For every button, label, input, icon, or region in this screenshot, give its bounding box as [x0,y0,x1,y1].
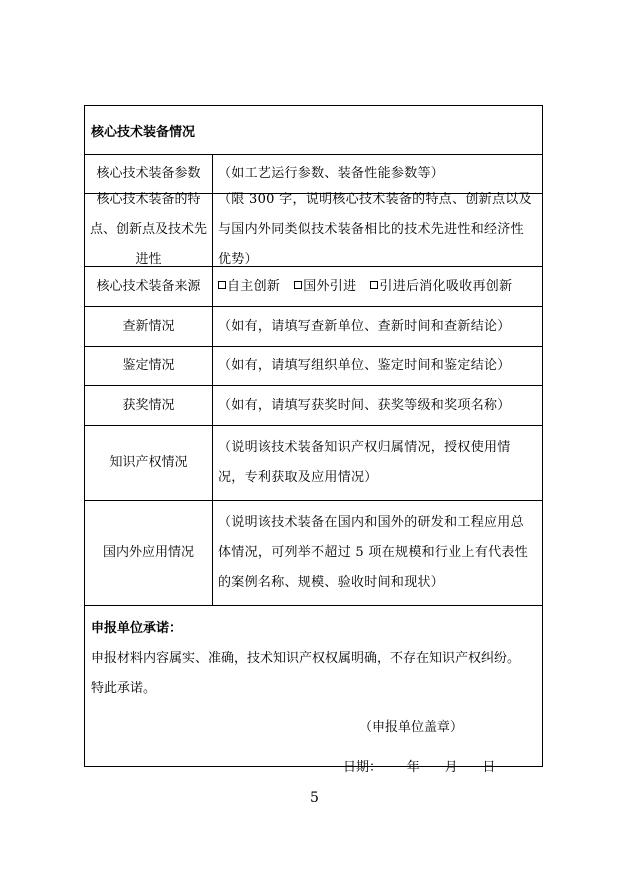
checkbox-icon[interactable] [294,281,302,289]
section-title: 核心技术装备情况 [91,124,196,140]
row-value: （说明该技术装备在国内和国外的研发和工程应用总体情况，可列举不超过 5 项在规模和行业上有代表性的案例名称、规模、验收时间和现状） [218,515,529,590]
row-label: 核心技术装备来源 [85,267,213,306]
option-independent[interactable]: 自主创新 [218,272,280,302]
row-value: （如有，请填写获奖时间、获奖等级和奖项名称） [218,397,511,413]
row-label: 鉴定情况 [85,347,213,385]
row-value: （如有，请填写查新单位、查新时间和查新结论） [218,318,511,334]
table-row [85,500,542,605]
table-row [85,346,542,385]
seal-label: （申报单位盖章） [359,720,464,735]
row-label: 核心技术装备的特点、创新点及技术先进性 [85,194,213,266]
table-row [85,266,542,306]
commitment-statement: 申报材料内容属实、准确，技术知识产权权属明确，不存在知识产权纠纷。 [91,651,521,666]
row-label: 知识产权情况 [85,426,213,500]
table-row [85,385,542,425]
row-value: （如有，请填写组织单位、鉴定时间和鉴定结论） [218,358,511,373]
row-value: （如工艺运行参数、装备性能参数等） [218,166,445,181]
row-value: （说明该技术装备知识产权归属情况，授权使用情况，专利获取及应用情况） [218,440,511,485]
commitment-closing: 特此承诺。 [91,681,157,696]
checkbox-icon[interactable] [218,281,226,289]
commitment-title: 申报单位承诺： [91,621,183,636]
commitment-row [85,605,542,775]
date-line: 日期： 年 月 日 [343,760,496,775]
source-options [213,267,542,306]
commitment-block [85,606,542,775]
table-row [85,193,542,266]
row-label: 获奖情况 [85,386,213,425]
table-row [85,425,542,500]
table-row [85,306,542,346]
page-number: 5 [310,790,319,806]
equipment-table [84,105,543,775]
row-label: 核心技术装备参数 [85,155,213,193]
option-reinnovation[interactable]: 引进后消化吸收再创新 [370,272,512,302]
row-label: 国内外应用情况 [85,501,213,605]
row-label: 查新情况 [85,307,213,346]
section-title-row [85,106,542,154]
option-imported[interactable]: 国外引进 [294,272,356,302]
row-value: （限 300 字，说明核心技术装备的特点、创新点以及与国内外同类似技术装备相比的技术先进性和经济性优势） [218,192,532,267]
checkbox-icon[interactable] [370,281,378,289]
